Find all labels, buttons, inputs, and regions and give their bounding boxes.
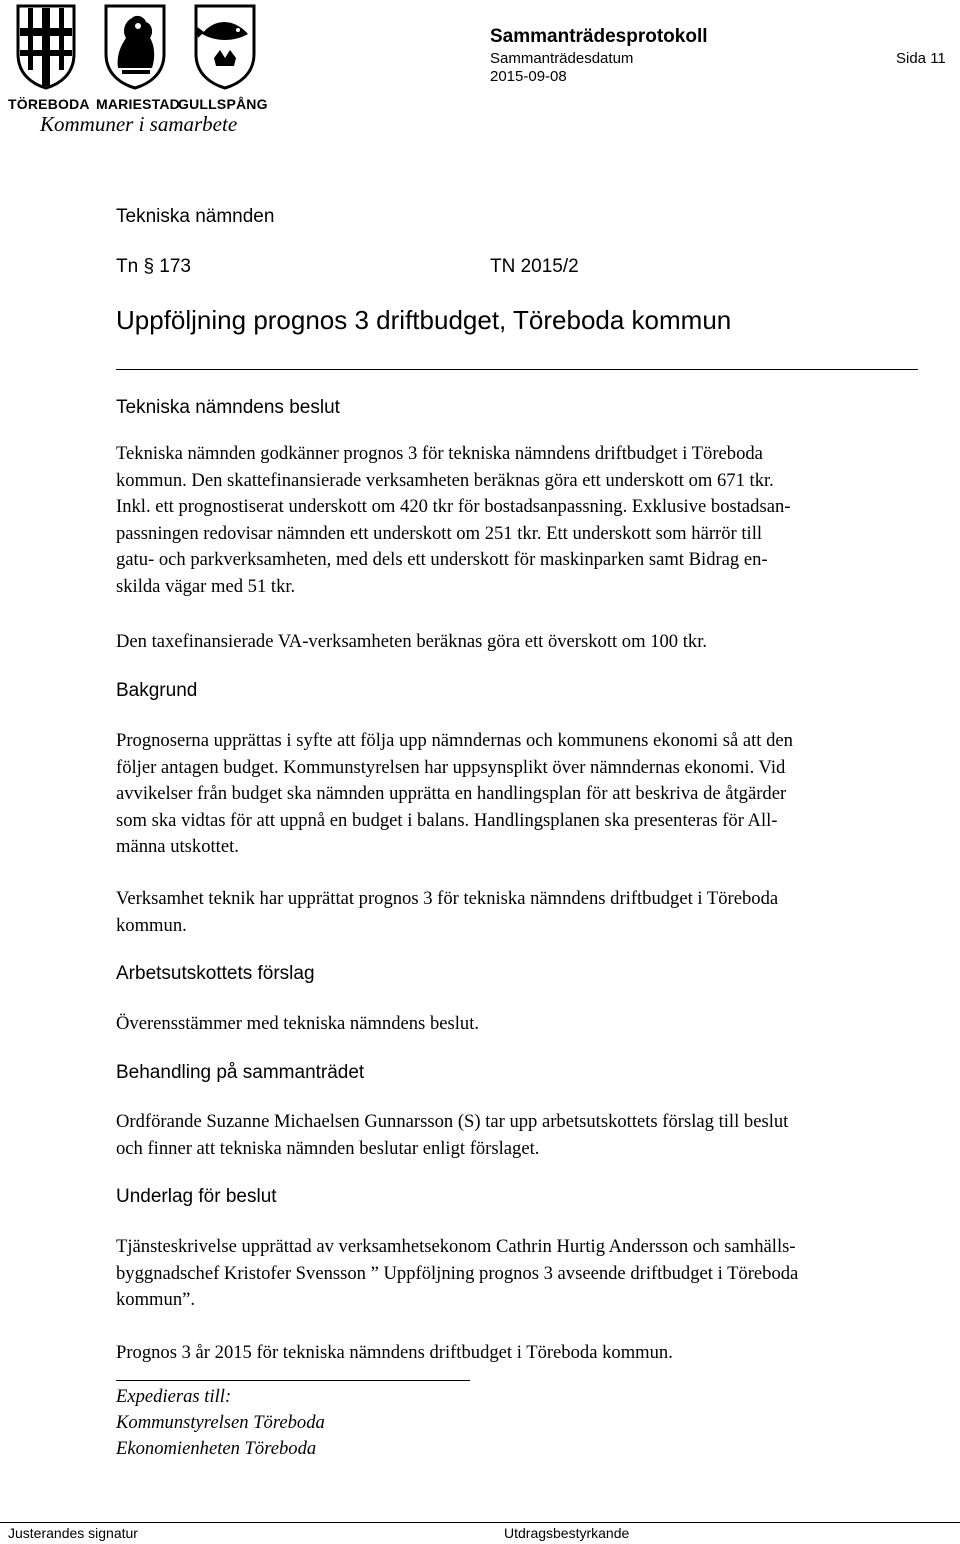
certification-label: Utdragsbestyrkande bbox=[504, 1525, 630, 1541]
text-line: Den taxefinansierade VA-verksamheten beräknas göra ett överskott om 100 tkr. bbox=[116, 631, 708, 652]
text-line: gatu- och parkverksamheten, med dels ett underskott för maskinparken samt Bidrag en- bbox=[116, 549, 768, 570]
treatment-heading: Behandling på sammanträdet bbox=[116, 1062, 365, 1083]
title-divider bbox=[116, 369, 918, 370]
background-paragraph bbox=[116, 728, 958, 861]
case-title: Uppföljning prognos 3 driftbudget, Töreboda kommun bbox=[116, 305, 732, 335]
dispatch-label: Expedieras till: bbox=[116, 1386, 232, 1407]
decision-paragraph-2 bbox=[116, 629, 958, 656]
text-line: Ordförande Suzanne Michaelsen Gunnarsson (S) tar upp arbetsutskottets förslag till beslut bbox=[116, 1111, 789, 1132]
logo-town-mariestad: MARIESTAD bbox=[96, 96, 180, 112]
decision-paragraph bbox=[116, 441, 958, 600]
basis-heading: Underlag för beslut bbox=[116, 1186, 277, 1207]
proposal-heading: Arbetsutskottets förslag bbox=[116, 963, 315, 984]
logo-motto: Kommuner i samarbete bbox=[40, 112, 238, 136]
footer-divider bbox=[0, 1522, 960, 1523]
dispatch-recipient: Ekonomienheten Töreboda bbox=[116, 1438, 317, 1459]
text-line: Tjänsteskrivelse upprättad av verksamhetsekonom Cathrin Hurtig Andersson och samhälls- bbox=[116, 1236, 796, 1257]
text-line: Inkl. ett prognostiserat underskott om 420 tkr för bostadsanpassning. Exklusive bostadsan- bbox=[116, 496, 791, 517]
case-reference: TN 2015/2 bbox=[490, 256, 579, 277]
decision-heading: Tekniska nämndens beslut bbox=[116, 397, 340, 418]
text-line: Prognoserna upprättas i syfte att följa upp nämndernas och kommunens ekonomi så att den bbox=[116, 730, 793, 751]
page-number: Sida 11 bbox=[896, 50, 946, 67]
dispatch-recipient: Kommunstyrelsen Töreboda bbox=[116, 1412, 325, 1433]
logo-town-toreboda: TÖREBODA bbox=[8, 96, 90, 112]
text-line: kommun”. bbox=[116, 1289, 196, 1310]
text-line: byggnadschef Kristofer Svensson ” Uppföljning prognos 3 avseende driftbudget i Töreboda bbox=[116, 1262, 799, 1284]
basis-paragraph-2 bbox=[116, 1340, 958, 1367]
text-line: och finner att tekniska nämnden beslutar enligt förslaget. bbox=[116, 1137, 540, 1159]
protocol-title: Sammanträdesprotokoll bbox=[490, 26, 708, 47]
text-line: Prognos 3 år 2015 för tekniska nämndens driftbudget i Töreboda kommun. bbox=[116, 1342, 673, 1363]
text-line: avvikelser från budget ska nämnden upprätta en handlingsplan för att beskriva de åtgärder bbox=[116, 783, 787, 804]
municipal-logo bbox=[8, 4, 268, 136]
background-heading: Bakgrund bbox=[116, 680, 198, 701]
treatment-paragraph bbox=[116, 1109, 958, 1162]
dispatch-list bbox=[116, 1384, 325, 1462]
meeting-date-label: Sammanträdesdatum bbox=[490, 50, 634, 67]
gullspang-crest-icon bbox=[194, 4, 256, 90]
text-line: Verksamhet teknik har upprättat prognos 3 för tekniska nämndens driftbudget i Töreboda bbox=[116, 888, 779, 909]
case-number: Tn § 173 bbox=[116, 256, 191, 277]
text-line: kommun. bbox=[116, 914, 187, 936]
signature-label: Justerandes signatur bbox=[8, 1525, 138, 1541]
text-line: passningen redovisar nämnden ett underskott om 251 tkr. Ett underskott som härrör till bbox=[116, 522, 763, 544]
background-paragraph-2 bbox=[116, 886, 958, 939]
text-line: skilda vägar med 51 tkr. bbox=[116, 575, 296, 597]
basis-paragraph bbox=[116, 1234, 958, 1314]
committee-name: Tekniska nämnden bbox=[116, 206, 275, 227]
meeting-date: 2015-09-08 bbox=[490, 68, 567, 85]
text-line: som ska vidtas för att uppnå en budget i balans. Handlingsplanen ska presenteras för All- bbox=[116, 809, 778, 831]
mariestad-crest-icon bbox=[104, 4, 166, 90]
text-line: Överensstämmer med tekniska nämndens beslut. bbox=[116, 1013, 480, 1034]
dispatch-divider bbox=[116, 1380, 470, 1381]
text-line: följer antagen budget. Kommunstyrelsen har uppsynsplikt över nämndernas ekonomi. Vid bbox=[116, 756, 786, 778]
text-line: männa utskottet. bbox=[116, 836, 239, 857]
toreboda-crest-icon bbox=[16, 4, 76, 90]
proposal-paragraph bbox=[116, 1011, 958, 1038]
text-line: Tekniska nämnden godkänner prognos 3 för tekniska nämndens driftbudget i Töreboda bbox=[116, 443, 763, 464]
logo-town-gullspang: GULLSPÅNG bbox=[178, 96, 268, 112]
text-line: kommun. Den skattefinansierade verksamheten beräknas göra ett underskott om 671 tkr. bbox=[116, 469, 774, 491]
